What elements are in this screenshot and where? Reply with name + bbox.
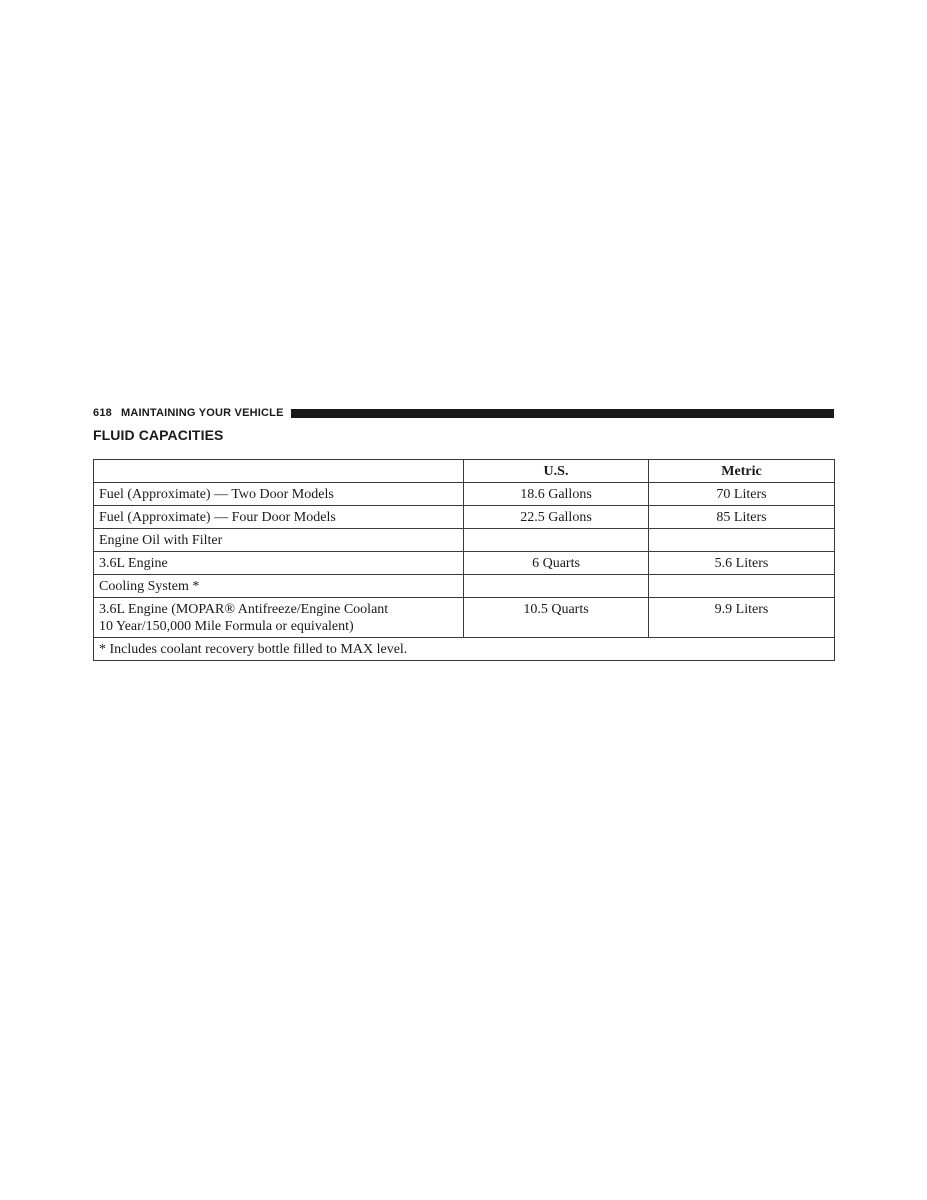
column-header-metric: Metric: [649, 460, 835, 483]
fluid-capacities-table: [93, 459, 835, 661]
running-section-title: MAINTAINING YOUR VEHICLE: [120, 407, 284, 419]
row-label-line: 10 Year/150,000 Mile Formula or equivalent): [99, 619, 354, 634]
row-label: [94, 598, 464, 638]
row-label: Fuel (Approximate) — Two Door Models: [94, 483, 464, 506]
metric-value: [649, 529, 835, 552]
metric-value: 9.9 Liters: [649, 598, 835, 638]
row-label: Engine Oil with Filter: [94, 529, 464, 552]
table-footnote: * Includes coolant recovery bottle filled to MAX level.: [94, 638, 835, 661]
metric-value: 85 Liters: [649, 506, 835, 529]
table-row: [94, 575, 835, 598]
us-value: 6 Quarts: [464, 552, 649, 575]
row-label-line: 3.6L Engine (MOPAR® Antifreeze/Engine Coolant: [99, 602, 389, 617]
row-label: Cooling System *: [94, 575, 464, 598]
table-row: [94, 506, 835, 529]
table-row: [94, 552, 835, 575]
table-row: [94, 598, 835, 638]
metric-value: 70 Liters: [649, 483, 835, 506]
table-footnote-row: [94, 638, 835, 661]
metric-value: 5.6 Liters: [649, 552, 835, 575]
us-value: 18.6 Gallons: [464, 483, 649, 506]
row-label: 3.6L Engine: [94, 552, 464, 575]
header-rule: [291, 409, 834, 418]
row-label: Fuel (Approximate) — Four Door Models: [94, 506, 464, 529]
us-value: [464, 529, 649, 552]
table-header-row: [94, 460, 835, 483]
table-row: [94, 529, 835, 552]
column-header-item: [94, 460, 464, 483]
table-row: [94, 483, 835, 506]
us-value: 10.5 Quarts: [464, 598, 649, 638]
us-value: 22.5 Gallons: [464, 506, 649, 529]
us-value: [464, 575, 649, 598]
page-header: [93, 406, 834, 420]
column-header-us: U.S.: [464, 460, 649, 483]
page-title: FLUID CAPACITIES: [93, 427, 224, 443]
page-number: 618: [93, 407, 112, 419]
metric-value: [649, 575, 835, 598]
